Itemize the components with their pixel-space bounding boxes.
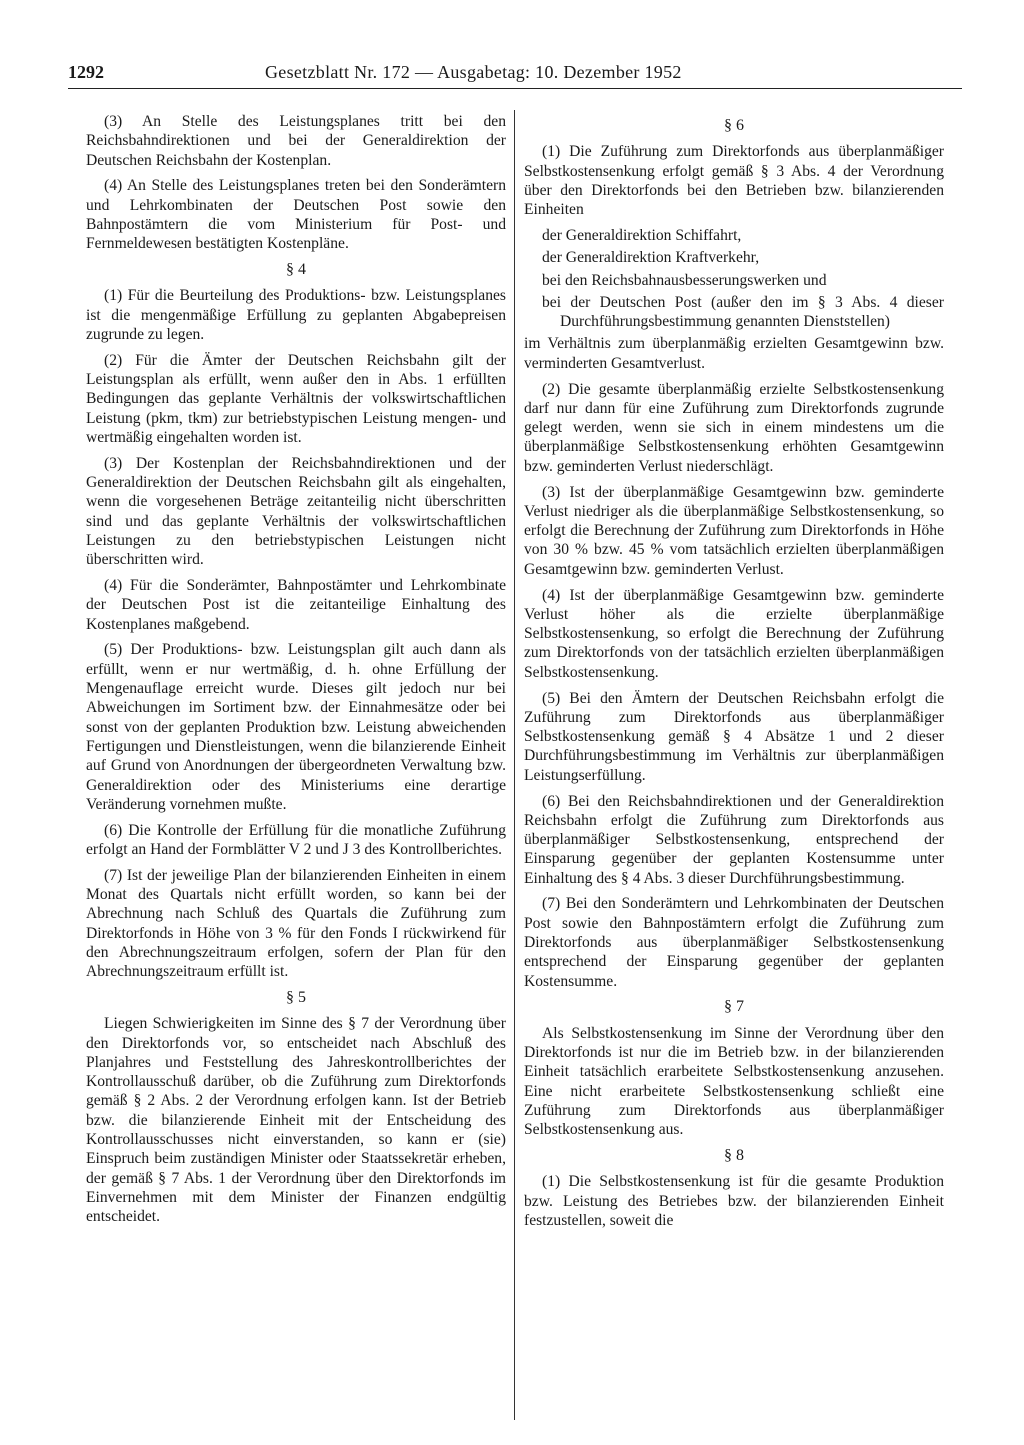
list-item: bei den Reichsbahnausbesserungswerken und	[542, 271, 827, 289]
paragraph-4-5: (5) Der Produktions- bzw. Leistungsplan gilt auch dann als erfüllt, wenn er nur wertmäßig, d. h. ohne Erfüllung der Mengenauflage erreicht wurde. Dieses gilt jedoch nur bei Abweichungen im Sortiment bzw. der Einnahmesätze oder bei sonst von der geplanten Produktion bzw. Leistung abweichenden Fertigungen und Dienstleistungen, wenn die bilanzierende Einheit auf Grund von Anordnungen der übergeordneten Verwaltung bzw. Generaldirektion oder des Ministeriums eine derartige Veränderung vornehmen mußte.	[86, 641, 506, 813]
paragraph-4-4: (4) Für die Sonderämter, Bahnpostämter und Lehrkombinate der Deutschen Post ist die zeitanteilige Einhaltung des Kostenplanes maßgebend.	[86, 577, 506, 633]
paragraph-6-3: (3) Ist der überplanmäßige Gesamtgewinn bzw. geminderte Verlust niedriger als die überplanmäßige Selbstkostensenkung, so erfolgt die Berechnung der Zuführung zum Direktorfonds in Höhe von 30 % bzw. 45 % vom tatsächlich erzielten überplanmäßigen Gesamtgewinn bzw. geminderten Verlust.	[524, 483, 944, 578]
paragraph-3-4: (4) An Stelle des Leistungsplanes treten bei den Sonderämtern und Lehrkombinaten der Deutschen Post sowie den Bahnpostämtern die vom Ministerium für Post- und Fernmeldewesen bestätigten Kostenpläne.	[86, 177, 506, 253]
paragraph-6-2: (2) Die gesamte überplanmäßig erzielte Selbstkostensenkung darf nur dann für eine Zuführung zum Direktorfonds zugrunde gelegt werden, wenn sie sich in einem mindestens um die überplanmäßige Selbstkostensenkung erhöhten Gesamtgewinn bzw. geminderten Verlust niederschlägt.	[524, 380, 944, 475]
paragraph-6-5: (5) Bei den Ämtern der Deutschen Reichsbahn erfolgt die Zuführung zum Direktorfonds aus überplanmäßiger Selbstkostensenkung gemäß § 4 Absätze 1 und 2 dieser Durchführungsbestimmung im Verhältnis zur überplanmäßigen Leistungserfüllung.	[524, 689, 944, 784]
list-item: bei der Deutschen Post (außer den im § 3 Abs. 4 dieser Durchführungsbestimmung genannten Dienststellen)	[542, 293, 944, 331]
paragraph-7: Als Selbstkostensenkung im Sinne der Verordnung über den Direktorfonds ist nur die im Betrieb bzw. in der bilanzierenden Einheit tatsächlich erarbeitete Selbstkostensenkung anzusehen. Eine nicht erarbeitete Selbstkostensenkung schließt eine Zuführung zum Direktorfonds aus überplanmäßiger Selbstkostensenkung aus.	[524, 1024, 944, 1139]
page-header	[68, 62, 962, 89]
column-divider	[514, 110, 515, 1420]
paragraph-6-4: (4) Ist der überplanmäßige Gesamtgewinn bzw. geminderte Verlust höher als die erzielte überplanmäßige Selbstkostensenkung, so erfolgt die Berechnung der Zuführung zum Direktorfonds von der tatsächlich erzielten überplanmäßigen Selbstkostensenkung.	[524, 586, 944, 681]
paragraph-4-2: (2) Für die Ämter der Deutschen Reichsbahn gilt der Leistungsplan als erfüllt, wenn außer den in Abs. 1 erfüllten Bedingungen das geplante Verhältnis der volkswirtschaftlichen Leistung (pkm, tkm) zur betriebstypischen Leistung mengen- und wertmäßig eingehalten worden ist.	[86, 351, 506, 446]
section-heading-5: § 5	[286, 988, 306, 1006]
paragraph-5: Liegen Schwierigkeiten im Sinne des § 7 der Verordnung über den Direktorfonds vor, so entscheidet nach Abschluß des Planjahres und Feststellung des Jahreskontrollberichtes der Kontrollausschuß darüber, ob die Zuführung zum Direktorfonds gemäß § 2 Abs. 2 der Verordnung erfolgen kann. Ist der Betrieb bzw. die bilanzierende Einheit mit der Entscheidung des Kontrollausschusses nicht einverstanden, so kann er (sie) Einspruch beim zuständigen Minister oder Staatssekretär erheben, der gemäß § 7 Abs. 1 der Verordnung über den Direktorfonds im Einvernehmen mit dem Minister der Finanzen endgültig entscheidet.	[86, 1015, 506, 1226]
paragraph-8-1: (1) Die Selbstkostensenkung ist für die gesamte Produktion bzw. Leistung des Betriebes bzw. der bilanzierenden Einheit festzustellen, soweit die	[524, 1173, 944, 1229]
list-item: der Generaldirektion Kraftverkehr,	[542, 249, 760, 267]
paragraph-6-7: (7) Bei den Sonderämtern und Lehrkombinaten der Deutschen Post sowie den Bahnpostämtern erfolgt die Zuführung zum Direktorfonds aus überplanmäßiger Selbstkostensenkung entsprechend der Einsparung gegenüber der geplanten Kostensumme.	[524, 895, 944, 990]
paragraph-6-6: (6) Bei den Reichsbahndirektionen und der Generaldirektion Reichsbahn erfolgt die Zuführung zum Direktorfonds aus überplanmäßiger Selbstkostensenkung, entsprechend der Einsparung gegenüber der geplanten Kostensumme unter Einhaltung des § 4 Abs. 3 dieser Durchführungsbestimmung.	[524, 792, 944, 887]
paragraph-4-1: (1) Für die Beurteilung des Produktions- bzw. Leistungsplanes ist die mengenmäßige Erfüllung zu geplanten Abgabepreisen zugrunde zu legen.	[86, 287, 506, 343]
page-number: 1292	[68, 62, 104, 82]
running-title: Gesetzblatt Nr. 172 — Ausgabetag: 10. Dezember 1952	[265, 62, 682, 82]
paragraph-4-6: (6) Die Kontrolle der Erfüllung für die monatliche Zuführung erfolgt an Hand der Formblätter V 2 und J 3 des Kontrollberichtes.	[86, 821, 506, 858]
section-heading-4: § 4	[286, 261, 306, 279]
section-heading-7: § 7	[724, 998, 744, 1016]
paragraph-3-3: (3) An Stelle des Leistungsplanes tritt bei den Reichsbahndirektionen und bei der Generaldirektion der Deutschen Reichsbahn der Kostenplan.	[86, 113, 506, 169]
section-heading-6: § 6	[724, 117, 744, 134]
left-column	[86, 112, 506, 1233]
paragraph-6-1: (1) Die Zuführung zum Direktorfonds aus überplanmäßiger Selbstkostensenkung erfolgt gemäß § 3 Abs. 4 der Verordnung über den Direktorfonds bei den Betrieben bzw. bilanzierenden Einheiten	[524, 143, 944, 219]
list-item: der Generaldirektion Schiffahrt,	[542, 226, 742, 244]
paragraph-4-7: (7) Ist der jeweilige Plan der bilanzierenden Einheiten in einem Monat des Quartals nicht erfüllt worden, so kann bei der Abrechnung nach Schluß des Quartals die Zuführung zum Direktorfonds in Höhe von 3 % für den Fonds I rückwirkend für den Abrechnungszeitraum erfolgen, sofern der Plan für den Abrechnungszeitraum erfüllt ist.	[86, 866, 506, 981]
paragraph-4-3: (3) Der Kostenplan der Reichsbahndirektionen und der Generaldirektion der Deutschen Reichsbahn gilt als eingehalten, wenn die vorgesehenen Beträge zeitanteilig nicht überschritten sind und das geplante Verhältnis der volkswirtschaftlichen Leistungen zu den betriebstypischen Leistungen nicht überschritten wird.	[86, 454, 506, 569]
right-column	[524, 112, 944, 1237]
paragraph-6-1-end: im Verhältnis zum überplanmäßig erzielten Gesamtgewinn bzw. verminderten Gesamtverlust.	[524, 335, 944, 372]
section-heading-8: § 8	[724, 1147, 744, 1165]
